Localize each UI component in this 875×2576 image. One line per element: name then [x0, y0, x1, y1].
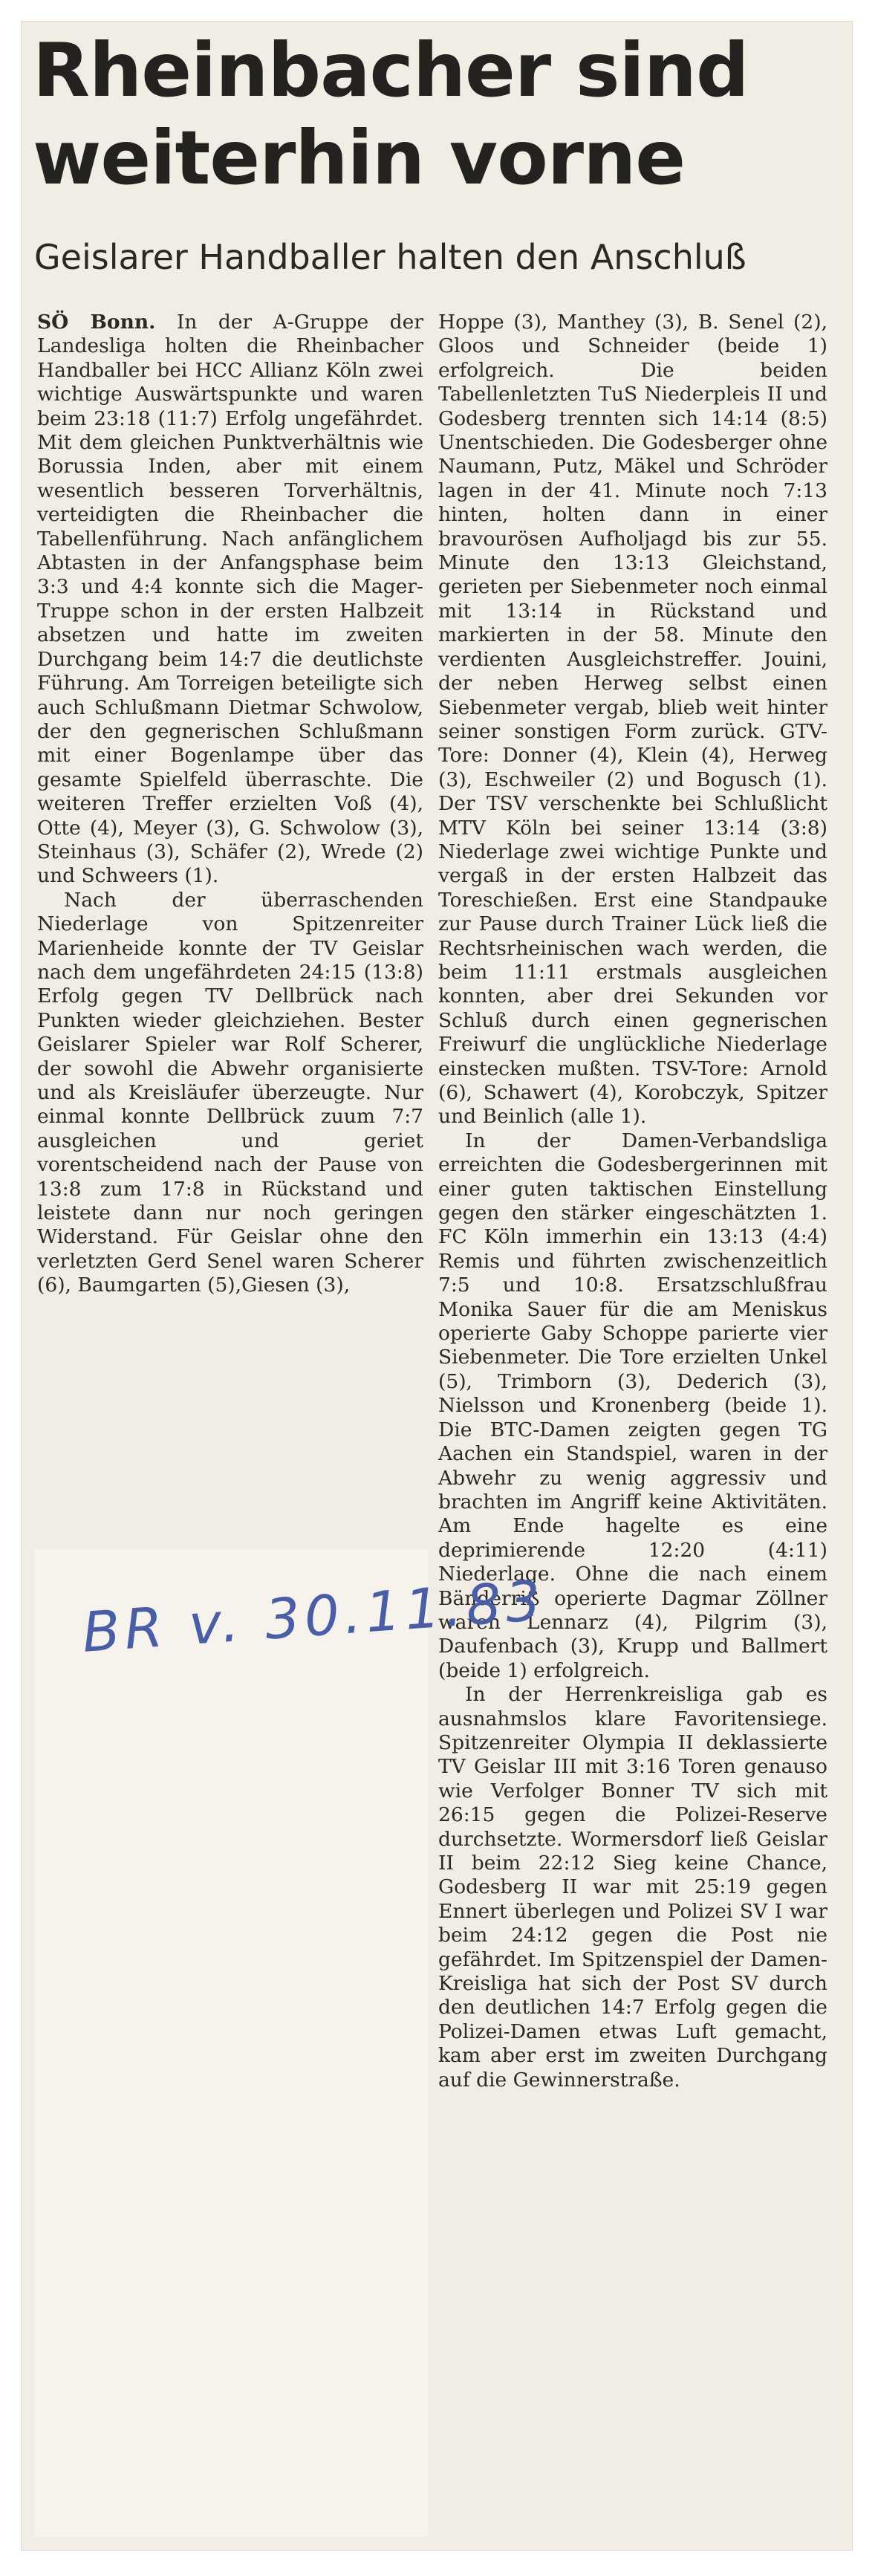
blank-paper-area [34, 1549, 428, 2537]
article-column-left [37, 311, 423, 1298]
paragraph: Nach der überraschenden Niederlage von Spitzenreiter Marienheide konnte der TV Geislar nach dem ungefährdeten 24:15 (13:8) Erfolg gegen TV Dellbrück nach Punkten wieder gleichziehen. Bester Geislarer Spieler war Rolf Scherer, der sowohl die Abwehr organisierte und als Kreisläufer überzeugte. Nur einmal konnte Dellbrück zuum 7:7 ausgleichen und geriet vorentscheidend nach der Pause von 13:8 zum 17:8 in Rückstand und leistete dann nur noch geringen Widerstand. Für Geislar ohne den verletzten Gerd Senel waren Scherer (6), Baumgarten (5),Giesen (3), [37, 888, 423, 1297]
headline-line-1: Rheinbacher sind [33, 27, 749, 114]
subheadline: Geislarer Handballer halten den Anschluß [34, 237, 746, 277]
paragraph-text: In der A-Gruppe der Landesliga holten die Rheinbacher Handballer bei HCC Allianz Köln zwei wichtige Auswärtspunkte und waren beim 23:18 (11:7) Erfolg ungefährdet. Mit dem gleichen Punktverhältnis wie Borussia Inden, aber mit einem wesentlich besseren Torverhältnis, verteidigten die Rheinbacher die Tabellenführung. Nach anfänglichem Abtasten in der Anfangsphase beim 3:3 und 4:4 konnte sich die Mager-Truppe schon in der ersten Halbzeit absetzen und hatte im zweiten Durchgang beim 14:7 die deutlichste Führung. Am Torreigen beteiligte sich auch Schlußmann Dietmar Schwolow, der den gegnerischen Schlußmann mit einer Bogenlampe über das gesamte Spielfeld überraschte. Die weiteren Treffer erzielten Voß (4), Otte (4), Meyer (3), G. Schwolow (3), Steinhaus (3), Schäfer (2), Wrede (2) und Schweers (1). [37, 311, 423, 888]
article-column-right [438, 311, 827, 2092]
paragraph [37, 311, 423, 889]
paragraph: Hoppe (3), Manthey (3), B. Senel (2), Gloos und Schneider (beide 1) erfolgreich. Die beiden Tabellenletzten TuS Niederpleis II und Godesberg trennten sich 14:14 (8:5) Unentschieden. Die Godesberger ohne Naumann, Putz, Mäkel und Schröder lagen in der 41. Minute noch 7:13 hinten, holten dann in einer bravourösen Aufholjagd bis zur 55. Minute den 13:13 Gleichstand, gerieten per Siebenmeter noch einmal mit 13:14 in Rückstand und markierten in der 58. Minute den verdienten Ausgleichstreffer. Jouini, der neben Herweg selbst einen Siebenmeter vergab, blieb weit hinter seiner sonstigen Form zurück. GTV-Tore: Donner (4), Klein (4), Herweg (3), Eschweiler (2) und Bogusch (1). Der TSV verschenkte bei Schlußlicht MTV Köln bei seiner 13:14 (3:8) Niederlage zwei wichtige Punkte und vergaß in der ersten Halbzeit das Toreschießen. Erst eine Standpauke zur Pause durch Trainer Lück ließ die Rechtsrheinischen wach werden, die beim 11:11 erstmals ausgleichen konnten, aber drei Sekunden vor Schluß durch einen gegnerischen Freiwurf die unglückliche Niederlage einstecken mußten. TSV-Tore: Arnold (6), Schawert (4), Korobczyk, Spitzer und Beinlich (alle 1). [438, 311, 827, 1129]
handwritten-date-note: BR v. 30.11.83 [80, 1568, 547, 1665]
paragraph: In der Damen-Verbandsliga erreichten die Godesbergerinnen mit einer guten taktischen Einstellung gegen den stärker eingeschätzten 1. FC Köln immerhin ein 13:13 (4:4) Remis und führten zwischenzeitlich 7:5 und 10:8. Ersatzschlußfrau Monika Sauer für die am Meniskus operierte Gaby Schoppe parierte vier Siebenmeter. Die Tore erzielten Unkel (5), Trimborn (3), Dederich (3), Nielsson und Kronenberg (beide 1). Die BTC-Damen zeigten gegen TG Aachen ein Standspiel, waren in der Abwehr zu wenig aggressiv und brachten im Angriff keine Aktivitäten. Am Ende hagelte es eine deprimierende 12:20 (4:11) Niederlage. Ohne die nach einem Bänderriß operierte Dagmar Zöllner waren Lennarz (4), Pilgrim (3), Daufenbach (3), Krupp und Ballmert (beide 1) erfolgreich. [438, 1129, 827, 1682]
headline-line-2: weiterhin vorne [33, 114, 686, 201]
headline [33, 27, 842, 202]
paragraph: In der Herrenkreisliga gab es ausnahmslos klare Favoritensiege. Spitzenreiter Olympia II deklassierte TV Geislar III mit 3:16 Toren genauso wie Verfolger Bonner TV sich mit 26:15 gegen die Polizei-Reserve durchsetzte. Wormersdorf ließ Geislar II beim 22:12 Sieg keine Chance, Godesberg II war mit 25:19 gegen Ennert überlegen und Polizei SV I war beim 24:12 gegen die Post nie gefährdet. Im Spitzenspiel der Damen-Kreisliga hat sich der Post SV durch den deutlichen 14:7 Erfolg gegen die Polizei-Damen etwas Luft gemacht, kam aber erst im zweiten Durchgang auf die Gewinnerstraße. [438, 1683, 827, 2092]
dateline: SÖ Bonn. [37, 311, 156, 334]
